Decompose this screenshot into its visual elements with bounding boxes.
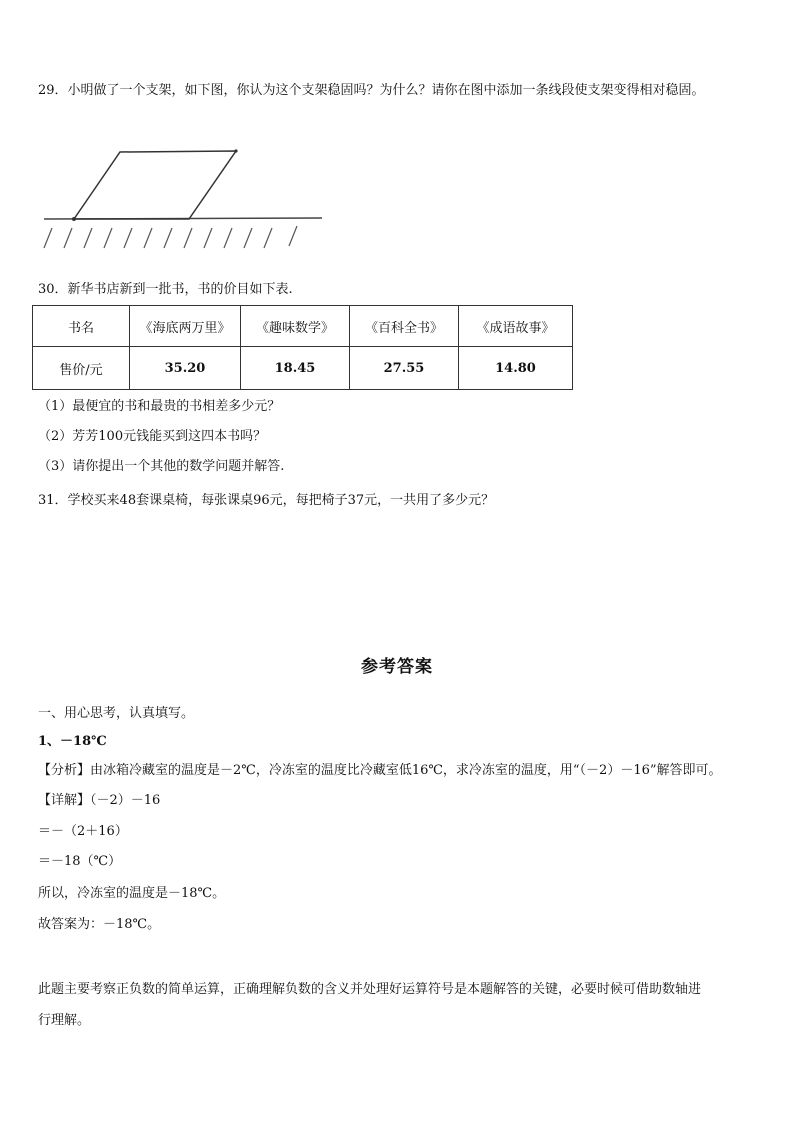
ground-hatching: [44, 226, 297, 248]
book-name: 《百科全书》: [350, 306, 459, 347]
conclusion-text: 所以，冷冻室的温度是－18℃。: [38, 886, 226, 901]
answer-item-1: 1、－18℃: [38, 734, 107, 749]
answer-section-heading: 一、用心思考，认真填写。: [38, 706, 195, 721]
table-row: [33, 306, 573, 347]
book-name: 《成语故事》: [459, 306, 573, 347]
analysis-text: 【分析】由冰箱冷藏室的温度是－2℃，冷冻室的温度比冷藏室低16℃，求冷冻室的温度，用“（－2）－16”解答即可。: [38, 763, 722, 778]
sub-question-1: （1）最便宜的书和最贵的书相差多少元？: [38, 399, 281, 414]
book-price: 35.20: [130, 347, 241, 390]
header-label: 书名: [33, 306, 130, 347]
row-label: 售价/元: [33, 347, 130, 390]
question-30: 30．新华书店新到一批书，书的价目如下表.: [38, 282, 293, 297]
pivot-left: [72, 217, 76, 221]
question-31: 31．学校买来48套课桌椅，每张课桌96元，每把椅子37元，一共用了多少元？: [38, 493, 495, 508]
book-name: 《趣味数学》: [241, 306, 350, 347]
sub-question-3: （3）请你提出一个其他的数学问题并解答.: [38, 459, 285, 474]
sub-question-2: （2）芳芳100元钱能买到这四本书吗？: [38, 429, 267, 444]
price-table: [32, 305, 573, 390]
bracket-figure: [40, 140, 330, 255]
table-row: [33, 347, 573, 390]
parallelogram-bracket: [74, 151, 236, 219]
final-answer: 故答案为：－18℃。: [38, 917, 161, 932]
comment-line-1: 此题主要考察正负数的简单运算，正确理解负数的含义并处理好运算符号是本题解答的关键，必要时候可借助数轴进: [38, 982, 702, 997]
book-price: 18.45: [241, 347, 350, 390]
calc-step-1: ＝－（2＋16）: [38, 824, 128, 839]
comment-line-2: 行理解。: [38, 1013, 91, 1028]
question-29: 29．小明做了一个支架，如下图，你认为这个支架稳固吗？为什么？请你在图中添加一条线段使支架变得相对稳固。: [38, 83, 705, 98]
book-name: 《海底两万里》: [130, 306, 241, 347]
book-price: 27.55: [350, 347, 459, 390]
calc-step-2: ＝－18（℃）: [38, 854, 122, 869]
pivot-top-right: [234, 149, 237, 152]
answers-title: 参考答案: [361, 657, 433, 677]
detail-text: 【详解】（－2）－16: [38, 793, 161, 808]
book-price: 14.80: [459, 347, 573, 390]
